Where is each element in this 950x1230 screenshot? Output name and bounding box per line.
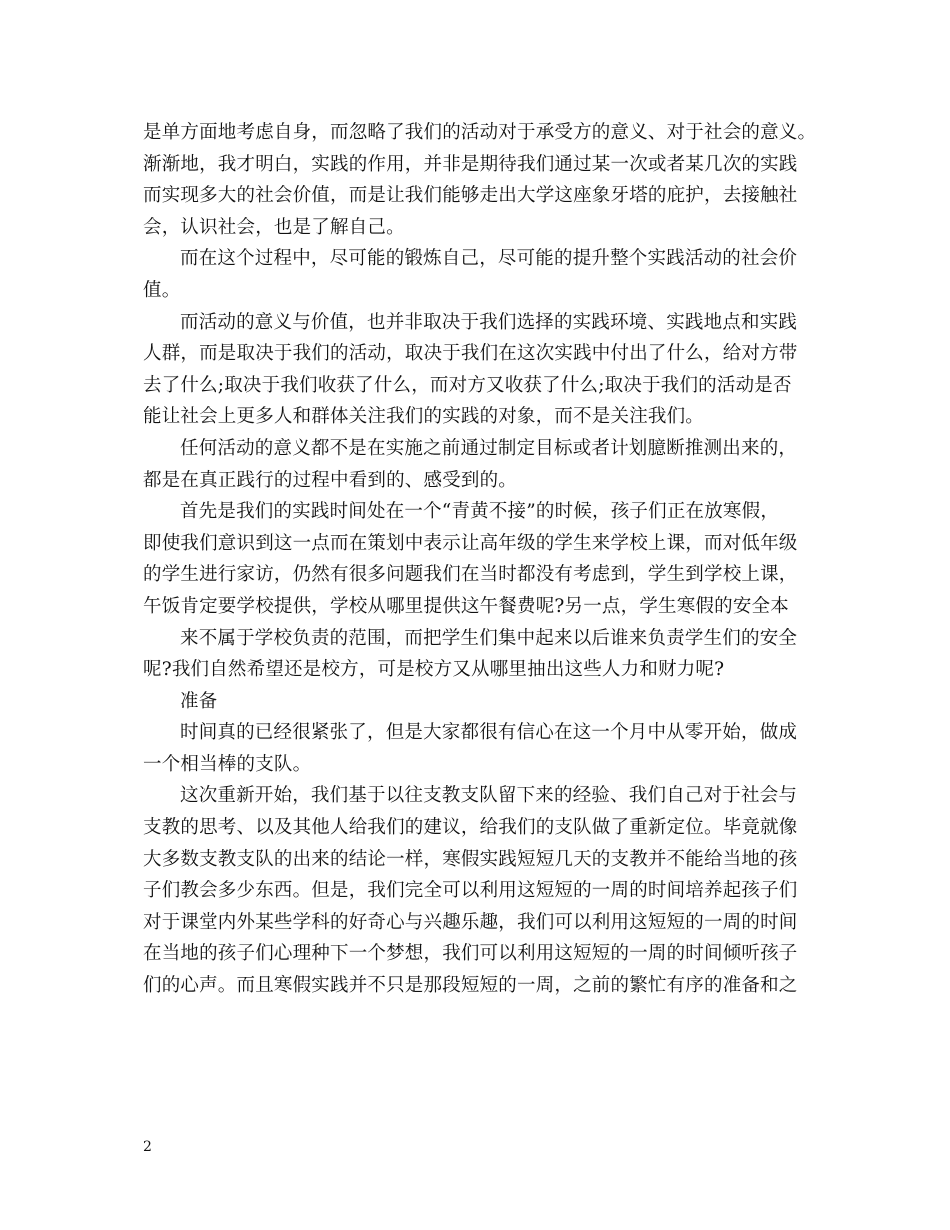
text-line-15: 的学生进行家访，仍然有很多问题我们在当时都没有考虑到，学生到学校上课， bbox=[143, 564, 798, 586]
text-line-17: 来不属于学校负责的范围，而把学生们集中起来以后谁来负责学生们的安全 bbox=[180, 627, 798, 649]
text-line-26: 对于课堂内外某些学科的好奇心与兴趣乐趣，我们可以利用这短短的一周的时间 bbox=[143, 911, 798, 933]
text-line-2: 渐渐地，我才明白，实践的作用，并非是期待我们通过某一次或者某几次的实践 bbox=[143, 153, 798, 175]
text-line-1: 是单方面地考虑自身，而忽略了我们的活动对于承受方的意义、对于社会的意义。 bbox=[143, 122, 817, 143]
text-line-27: 在当地的孩子们心理种下一个梦想，我们可以利用这短短的一周的时间倾听孩子 bbox=[143, 943, 798, 965]
text-line-28: 们的心声。而且寒假实践并不只是那段短短的一周，之前的繁忙有序的准备和之 bbox=[143, 975, 798, 997]
text-line-3: 而实现多大的社会价值，而是让我们能够走出大学这座象牙塔的庇护，去接触社 bbox=[143, 185, 798, 207]
text-line-23: 支教的思考、以及其他人给我们的建议，给我们的支队做了重新定位。毕竟就像 bbox=[143, 817, 798, 839]
text-line-4: 会，认识社会，也是了解自己。 bbox=[143, 216, 405, 238]
text-line-5: 而在这个过程中，尽可能的锻炼自己，尽可能的提升整个实践活动的社会价 bbox=[180, 248, 798, 270]
text-line-14: 即使我们意识到这一点而在策划中表示让高年级的学生来学校上课，而对低年级 bbox=[143, 532, 798, 554]
text-line-18: 呢?我们自然希望还是校方，可是校方又从哪里抽出这些人力和财力呢? bbox=[143, 659, 725, 681]
text-line-16: 午饭肯定要学校提供，学校从哪里提供这午餐费呢?另一点，学生寒假的安全本 bbox=[143, 595, 789, 617]
section-heading: 准备 bbox=[180, 690, 218, 712]
text-line-12: 都是在真正践行的过程中看到的、感受到的。 bbox=[143, 469, 518, 491]
document-body bbox=[143, 117, 815, 1002]
text-line-25: 子们教会多少东西。但是，我们完全可以利用这短短的一周的时间培养起孩子们 bbox=[143, 880, 798, 902]
text-line-11: 任何活动的意义都不是在实施之前通过制定目标或者计划臆断推测出来的， bbox=[180, 437, 798, 459]
text-line-9: 去了什么;取决于我们收获了什么，而对方又收获了什么;取决于我们的活动是否 bbox=[143, 374, 792, 396]
text-line-8: 人群，而是取决于我们的活动，取决于我们在这次实践中付出了什么，给对方带 bbox=[143, 343, 798, 365]
text-line-13: 首先是我们的实践时间处在一个“青黄不接”的时候，孩子们正在放寒假， bbox=[180, 501, 780, 523]
text-line-7: 而活动的意义与价值，也并非取决于我们选择的实践环境、实践地点和实践 bbox=[180, 311, 798, 333]
text-line-6: 值。 bbox=[143, 279, 181, 301]
text-line-22: 这次重新开始，我们基于以往支教支队留下来的经验、我们自己对于社会与 bbox=[180, 785, 798, 807]
text-line-20: 时间真的已经很紧张了，但是大家都很有信心在这一个月中从零开始，做成 bbox=[180, 722, 798, 744]
text-line-21: 一个相当棒的支队。 bbox=[143, 753, 312, 775]
text-line-10: 能让社会上更多人和群体关注我们的实践的对象，而不是关注我们。 bbox=[143, 406, 705, 428]
text-line-24: 大多数支教支队的出来的结论一样，寒假实践短短几天的支教并不能给当地的孩 bbox=[143, 848, 798, 870]
page-number: 2 bbox=[143, 1139, 152, 1155]
